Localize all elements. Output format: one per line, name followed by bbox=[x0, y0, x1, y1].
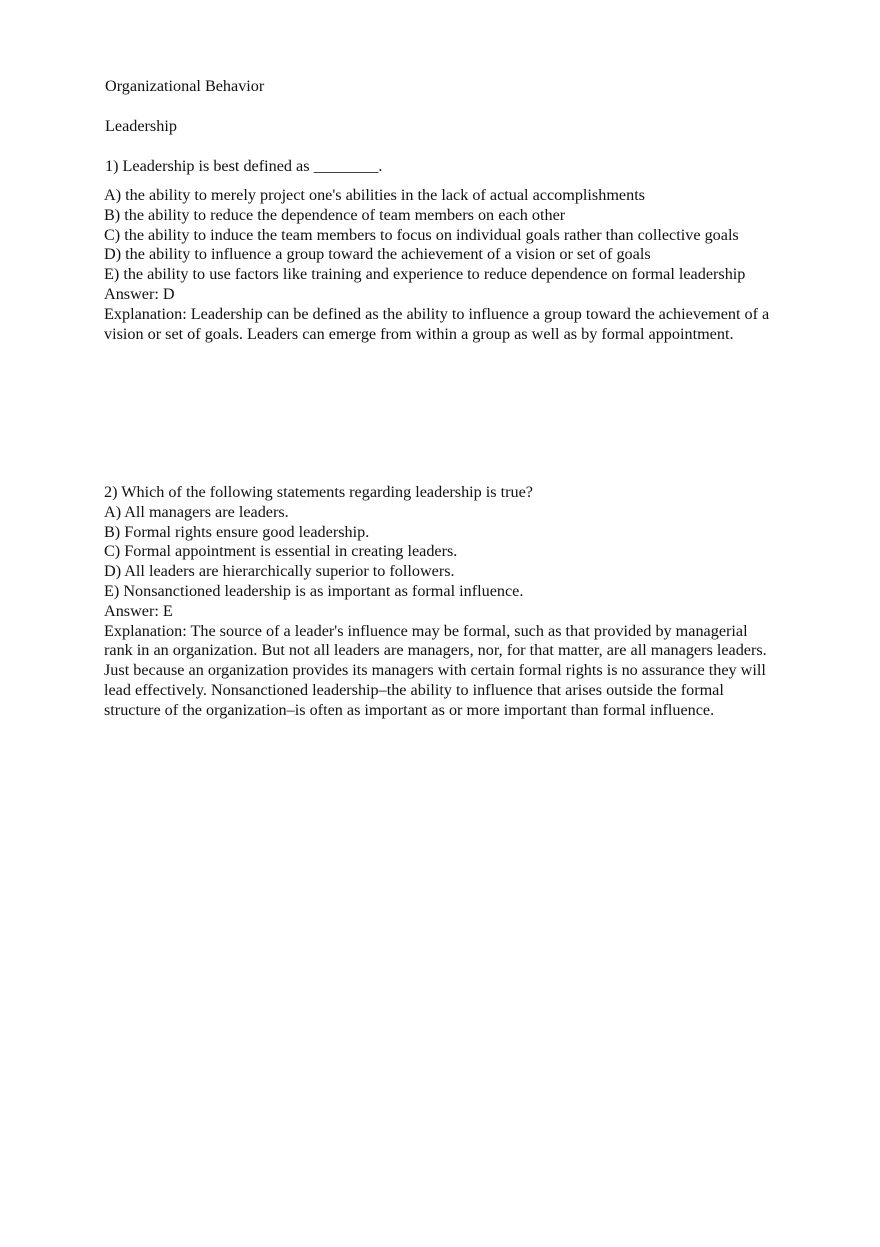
question-1-explanation: Explanation: Leadership can be defined as the ability to influence a group toward the achievement of a vision or set of goals. Leaders can emerge from within a group as well as by formal appointment. bbox=[104, 304, 770, 343]
question-1-option-e: E) the ability to use factors like training and experience to reduce dependence on formal leadership bbox=[104, 265, 746, 284]
question-1-option-a: A) the ability to merely project one's abilities in the lack of actual accomplishments bbox=[104, 186, 645, 204]
question-2-option-a: A) All managers are leaders. bbox=[104, 502, 289, 521]
question-2-option-c: C) Formal appointment is essential in creating leaders. bbox=[104, 542, 458, 561]
question-1-option-c: C) the ability to induce the team members to focus on individual goals rather than collective goals bbox=[104, 225, 739, 244]
question-1-option-d: D) the ability to influence a group toward the achievement of a vision or set of goals bbox=[104, 245, 651, 264]
question-1-answer: Answer: D bbox=[104, 284, 175, 303]
question-2-prompt: 2) Which of the following statements regarding leadership is true? bbox=[104, 483, 533, 501]
question-2-explanation: Explanation: The source of a leader's influence may be formal, such as that provided by managerial rank in an organization. But not all leaders are managers, nor, for that matter, are all managers leaders. Just because an organization provides its managers with certain formal rights is no assurance they will lead effectively. Nonsanctioned leadership–the ability to influence that arises outside the formal structure of the organization–is often as important as or more important than formal influence. bbox=[104, 621, 767, 719]
question-1-prompt: 1) Leadership is best defined as ________. bbox=[105, 157, 383, 175]
question-1-body bbox=[104, 186, 780, 344]
question-2-body bbox=[104, 483, 780, 721]
question-2-option-b: B) Formal rights ensure good leadership. bbox=[104, 522, 370, 541]
chapter-title: Leadership bbox=[105, 117, 177, 135]
course-title: Organizational Behavior bbox=[105, 77, 265, 95]
question-1-option-b: B) the ability to reduce the dependence of team members on each other bbox=[104, 205, 566, 224]
question-2-option-e: E) Nonsanctioned leadership is as important as formal influence. bbox=[104, 581, 524, 600]
question-2-option-d: D) All leaders are hierarchically superior to followers. bbox=[104, 562, 455, 581]
question-2-answer: Answer: E bbox=[104, 601, 173, 620]
